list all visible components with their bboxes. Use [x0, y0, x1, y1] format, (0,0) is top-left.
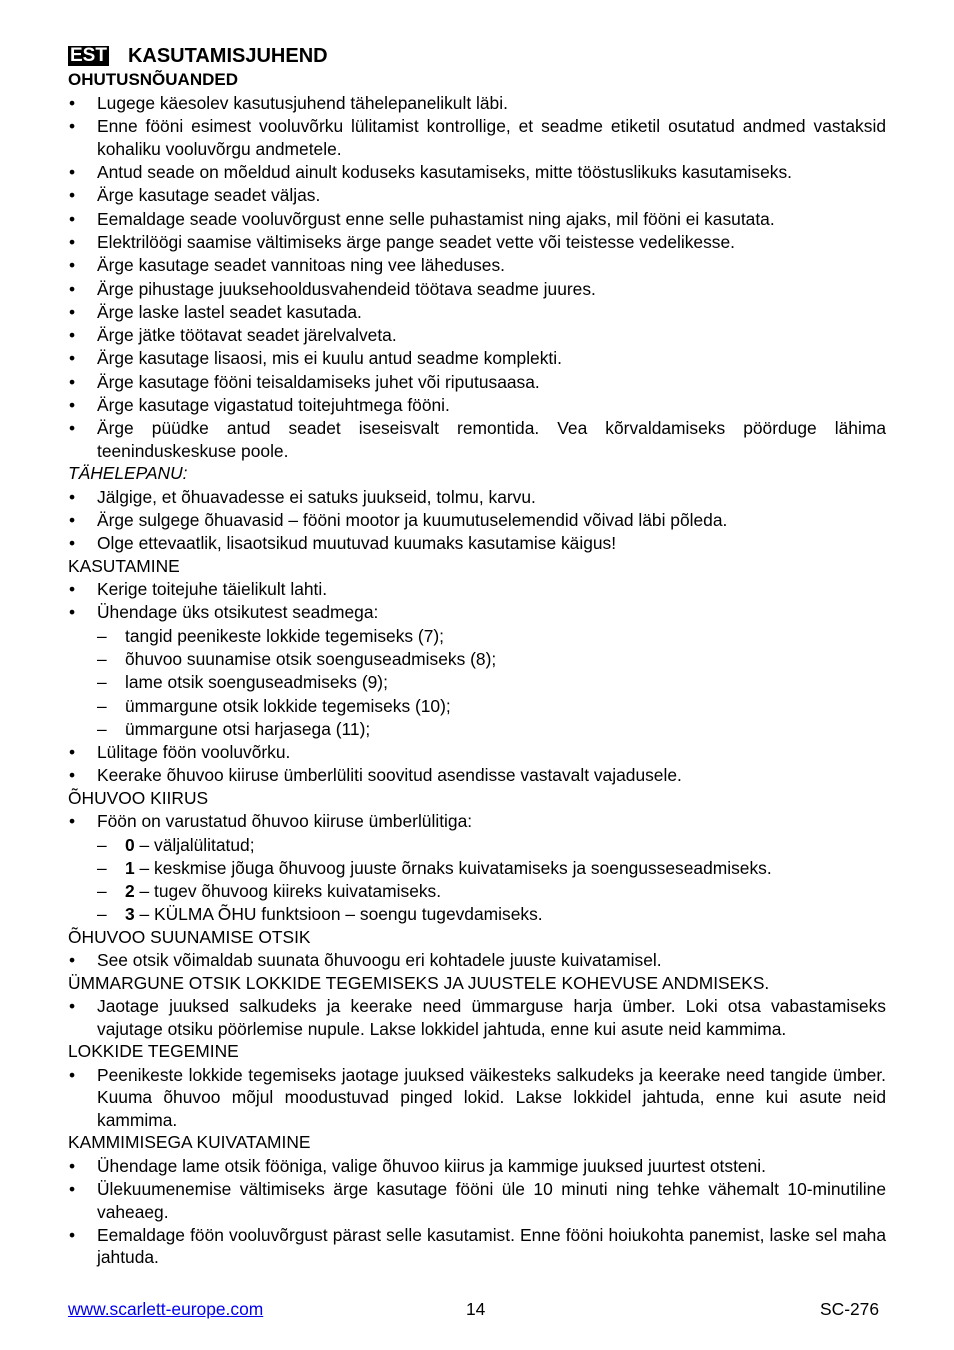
list-item: • Föön on varustatud õhuvoo kiiruse ümberlülitiga:	[69, 811, 473, 832]
list-item: • Ärge kasutage lisaosi, mis ei kuulu antud seadme komplekti.	[69, 348, 562, 369]
bullet-icon: •	[69, 510, 76, 530]
bullet-icon: •	[69, 579, 76, 600]
list-item: • Ülekuumenemise vältimiseks ärge kasutage fööni üle 10 minuti ning tehke vähemalt 10-minutiline vaheaeg.	[69, 1178, 886, 1222]
list-item: • Enne fööni esimest vooluvõrku lülitamist kontrollige, et seadme etiketil osutatud andmed vastaksid kohaliku vooluvõrgu andmetele.	[69, 116, 886, 159]
bullet-icon: •	[69, 811, 76, 832]
speed-heading: ÕHUVOO KIIRUS	[68, 788, 209, 808]
list-item: • Eemaldage föön vooluvõrgust pärast selle kasutamist. Enne fööni hoiukohta panemist, laske sel maha jahtuda.	[69, 1224, 886, 1268]
bullet-icon: •	[69, 371, 76, 392]
dash-icon: –	[97, 857, 107, 878]
sub-list-item: – lame otsik soenguseadmiseks (9);	[68, 671, 886, 694]
dash-icon: –	[97, 625, 107, 646]
sub-list-item: – 0 – väljalülitatud;	[68, 834, 886, 857]
list-item: • Elektrilöögi saamise vältimiseks ärge pange seadet vette või teistesse vedelikesse.	[69, 232, 735, 252]
dash-icon: –	[97, 695, 107, 716]
sub-list-item: – ümmargune otsi harjasega (11);	[68, 718, 886, 741]
language-badge: EST	[70, 45, 107, 66]
list-item: • Ärge kasutage vigastatud toitejuhtmega fööni.	[69, 394, 450, 415]
dash-icon: –	[97, 672, 107, 693]
bullet-icon: •	[69, 301, 76, 322]
list-item: • Eemaldage seade vooluvõrgust enne selle puhastamist ning ajaks, mil fööni ei kasutata.	[69, 208, 775, 229]
list-item: • Lülitage föön vooluvõrku.	[69, 742, 291, 763]
list-item: • Ärge laske lastel seadet kasutada.	[69, 301, 362, 322]
concentrator-heading: ÕHUVOO SUUNAMISE OTSIK	[68, 927, 311, 947]
bullet-icon: •	[69, 325, 76, 346]
list-item: • Ärge kasutage seadet vannitoas ning vee läheduses.	[69, 255, 506, 276]
list-item: • Ärge jätke töötavat seadet järelvalveta.	[69, 325, 397, 346]
page-title: KASUTAMISJUHEND	[127, 45, 328, 67]
bullet-icon: •	[69, 116, 76, 137]
round-brush-heading: ÜMMARGUNE OTSIK LOKKIDE TEGEMISEKS JA JUUSTELE KOHEVUSE ANDMISEKS.	[68, 972, 770, 993]
sub-list-item: – tangid peenikeste lokkide tegemiseks (7);	[68, 625, 886, 648]
list-item: • Olge ettevaatlik, lisaotsikud muutuvad kuumaks kasutamise käigus!	[69, 533, 617, 554]
list-item: • Jälgige, et õhuavadesse ei satuks juukseid, tolmu, karvu.	[69, 486, 536, 507]
bullet-icon: •	[69, 1224, 76, 1245]
dash-icon: –	[97, 904, 107, 925]
bullet-icon: •	[69, 996, 76, 1017]
list-item: • Jaotage juuksed salkudeks ja keerake need ümmarguse harja ümber. Loki otsa vabastamiseks vajutage otsiku pöörlemise nupule. Lakse lokkidel jahtuda, enne kui asute neid kammima.	[69, 996, 886, 1039]
title-row	[68, 45, 886, 67]
bullet-icon: •	[69, 486, 76, 507]
bullet-icon: •	[69, 348, 76, 369]
bullet-icon: •	[69, 418, 76, 439]
list-item: • Ärge püüdke antud seadet iseseisvalt remontida. Vea kõrvaldamiseks pöörduge lähima teeninduskeskuse poole.	[69, 418, 886, 461]
sub-list-item: – 3 – KÜLMA ÕHU funktsioon – soengu tugevdamiseks.	[68, 903, 886, 926]
dash-icon: –	[97, 834, 107, 855]
bullet-icon: •	[69, 278, 76, 299]
bullet-icon: •	[69, 255, 76, 276]
bullet-icon: •	[69, 602, 76, 623]
manual-page	[68, 45, 886, 1269]
list-item: • Lugege käesolev kasutusjuhend tähelepanelikult läbi.	[69, 93, 508, 113]
dash-icon: –	[97, 649, 107, 669]
safety-list	[68, 92, 886, 462]
sub-list-item: – ümmargune otsik lokkide tegemiseks (10);	[68, 695, 886, 718]
list-item: • Keerake õhuvoo kiiruse ümberlüliti soovitud asendisse vastavalt vajadusele.	[69, 765, 682, 786]
bullet-icon: •	[69, 1064, 76, 1085]
bullet-icon: •	[69, 1155, 76, 1176]
list-item: • Ärge kasutage seadet väljas.	[69, 185, 321, 206]
bullet-icon: •	[69, 950, 76, 971]
attention-label: TÄHELEPANU:	[68, 463, 188, 484]
model-number: SC-276	[820, 1299, 879, 1319]
safety-subtitle: OHUTUSNÕUANDED	[68, 70, 238, 89]
list-item: • Ühendage üks otsikutest seadmega:	[69, 602, 379, 623]
bullet-icon: •	[69, 162, 76, 183]
list-item: • Ärge sulgege õhuavasid – fööni mootor ja kuumutuselemendid võivad läbi põleda.	[69, 510, 728, 530]
bullet-icon: •	[69, 742, 76, 763]
bullet-icon: •	[69, 533, 76, 554]
list-item: • Kerige toitejuhe täielikult lahti.	[69, 579, 328, 600]
bullet-icon: •	[69, 185, 76, 206]
sub-list-item: – 2 – tugev õhuvoog kiireks kuivatamiseks.	[68, 880, 886, 903]
bullet-icon: •	[69, 1178, 76, 1199]
list-item: • Ärge kasutage fööni teisaldamiseks juhet või riputusaasa.	[69, 371, 540, 392]
website-link[interactable]: www.scarlett-europe.com	[68, 1299, 264, 1319]
bullet-icon: •	[69, 765, 76, 786]
curls-heading: LOKKIDE TEGEMINE	[68, 1041, 239, 1062]
sub-list-item: – õhuvoo suunamise otsik soenguseadmiseks (8);	[68, 648, 886, 671]
page-number: 14	[466, 1299, 486, 1319]
dash-icon: –	[97, 881, 107, 902]
list-item: • Peenikeste lokkide tegemiseks jaotage juuksed väikesteks salkudeks ja keerake need tangide ümber. Kuuma õhuvoo mõjul moodustuvad pinged lokid. Lakse lokkidel jahtuda, enne kui asute neid kammima.	[69, 1064, 886, 1130]
bullet-icon: •	[69, 208, 76, 229]
comb-drying-heading: KAMMIMISEGA KUIVATAMINE	[68, 1132, 311, 1153]
list-item: • See otsik võimaldab suunata õhuvoogu eri kohtadele juuste kuivatamisel.	[69, 950, 662, 971]
list-item: • Ühendage lame otsik fööniga, valige õhuvoo kiirus ja kammige juuksed juurtest otsteni.	[69, 1155, 766, 1176]
list-item: • Ärge pihustage juuksehooldusvahendeid töötava seadme juures.	[69, 278, 596, 299]
page-footer	[68, 1299, 886, 1321]
sub-list-item: – 1 – keskmise jõuga õhuvoog juuste õrnaks kuivatamiseks ja soengusseseadmiseks.	[68, 857, 886, 880]
bullet-icon: •	[69, 93, 76, 113]
list-item: • Antud seade on mõeldud ainult koduseks kasutamiseks, mitte tööstuslikuks kasutamiseks.	[69, 162, 793, 183]
bullet-icon: •	[69, 232, 76, 252]
dash-icon: –	[97, 718, 107, 739]
bullet-icon: •	[69, 394, 76, 415]
usage-heading: KASUTAMINE	[68, 555, 180, 576]
